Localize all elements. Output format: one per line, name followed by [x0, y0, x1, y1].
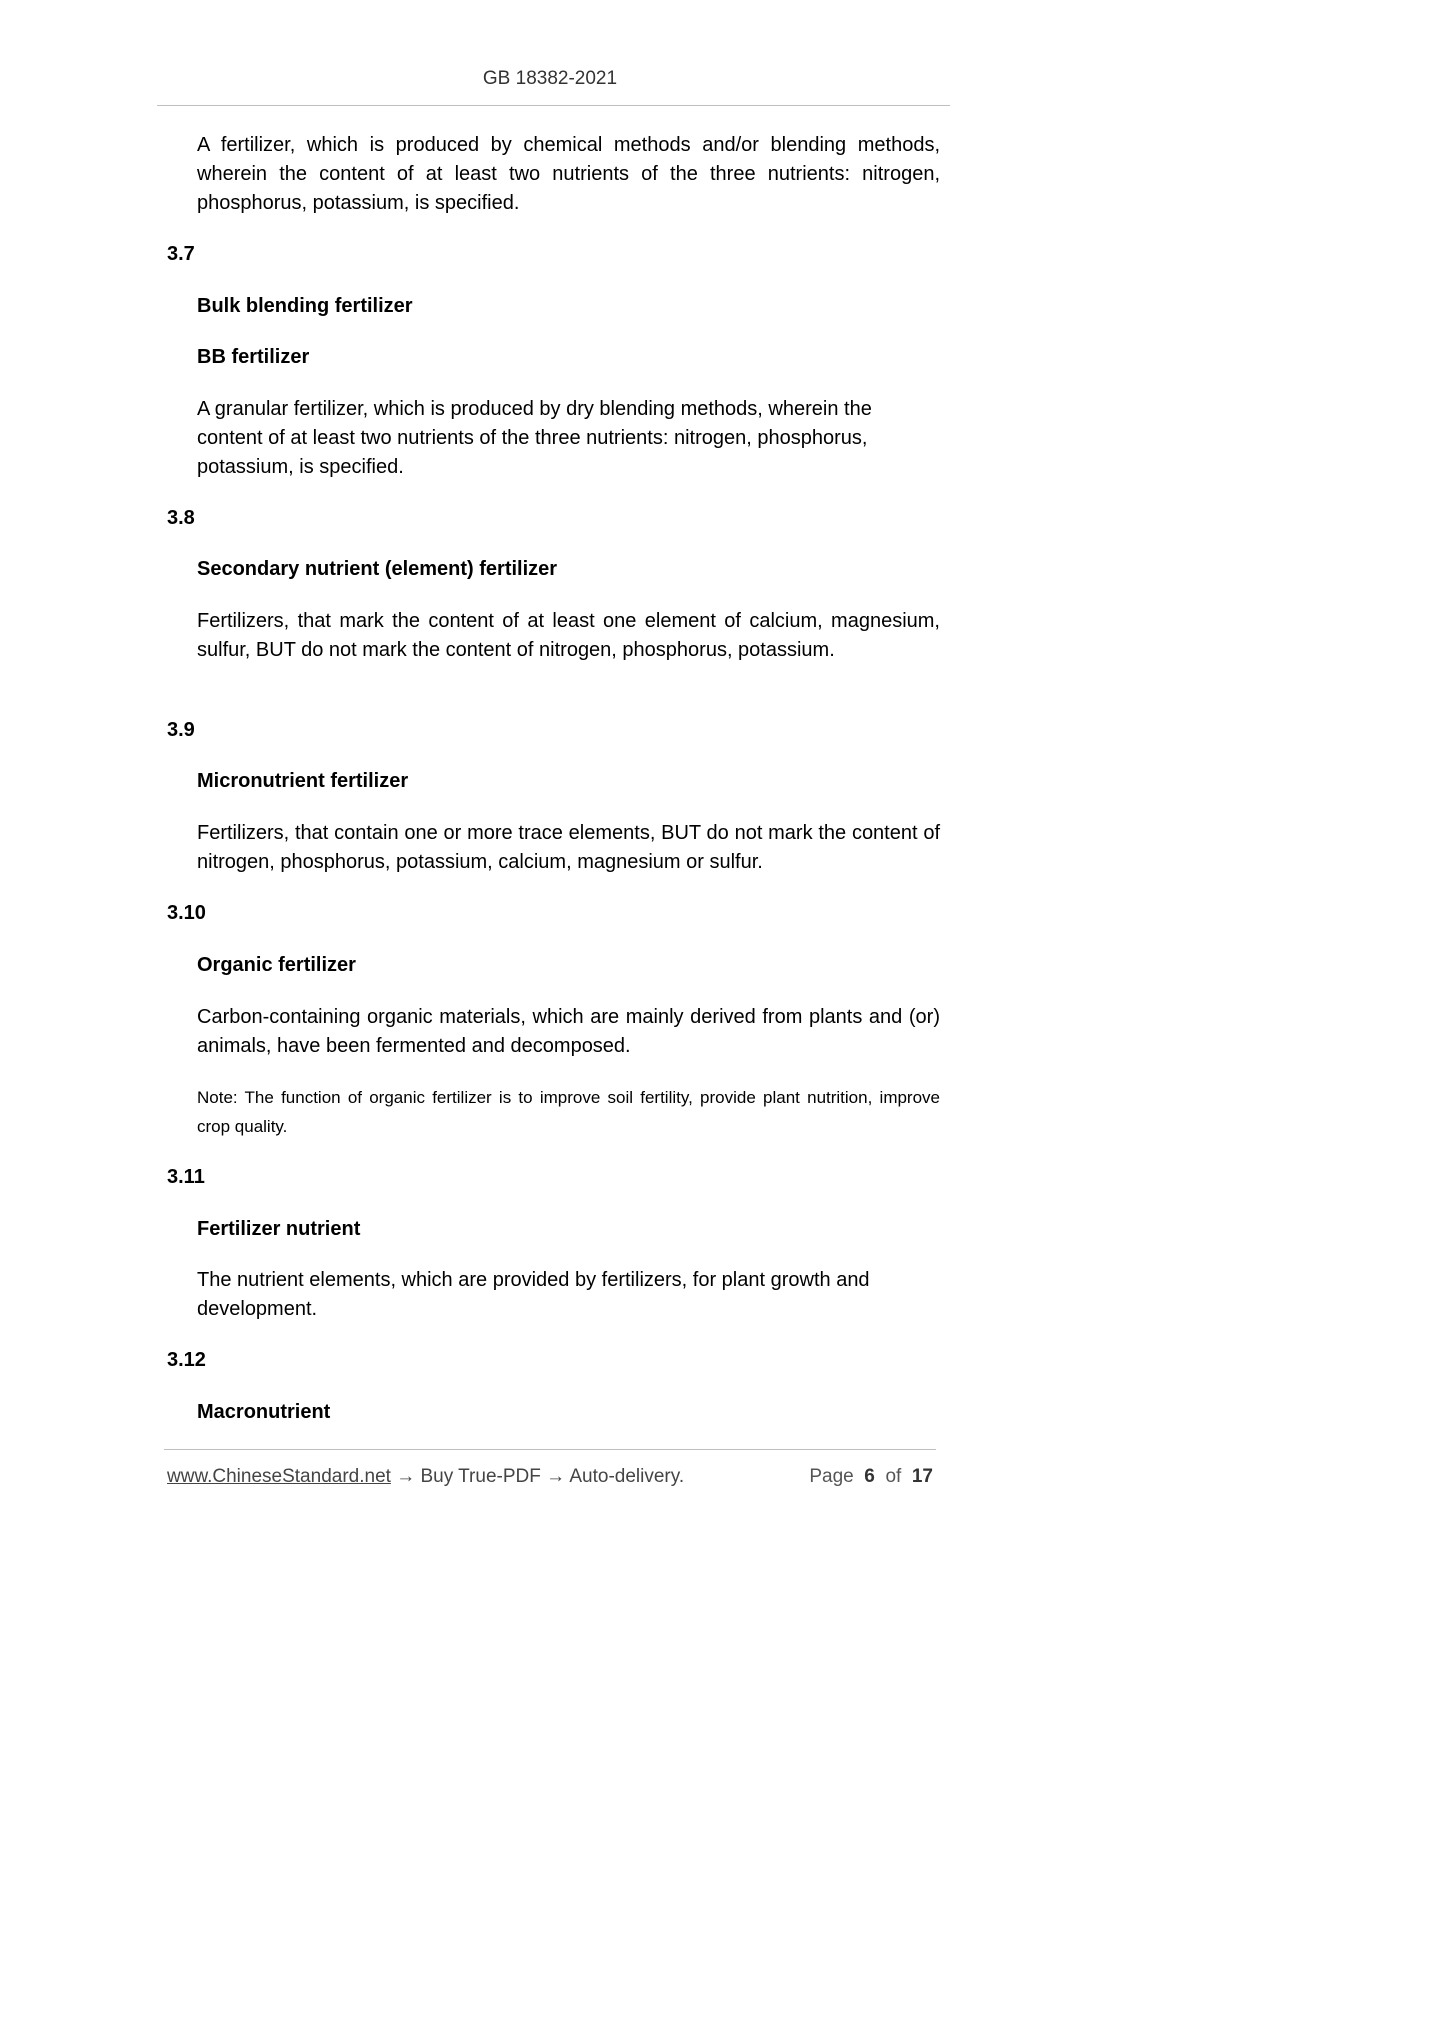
- page-total: 17: [911, 1466, 933, 1487]
- term-macronutrient: Macronutrient: [197, 1401, 331, 1423]
- section-number-3-10: 3.10: [167, 902, 206, 924]
- website-link[interactable]: www.ChineseStandard.net: [167, 1466, 391, 1487]
- term-organic-fertilizer: Organic fertilizer: [197, 954, 356, 976]
- page-current: 6: [864, 1466, 875, 1487]
- section-number-3-11: 3.11: [167, 1166, 205, 1188]
- definition-3-9: Fertilizers, that contain one or more trace elements, BUT do not mark the content of nitrogen, phosphorus, potassium, calcium, magnesium or sulfur.: [197, 822, 940, 873]
- section-number-3-12: 3.12: [167, 1349, 206, 1371]
- header-divider: [157, 105, 950, 106]
- section-number-3-9: 3.9: [167, 719, 195, 741]
- term-fertilizer-nutrient: Fertilizer nutrient: [197, 1218, 361, 1240]
- term-secondary-nutrient-fertilizer: Secondary nutrient (element) fertilizer: [197, 558, 558, 580]
- section-number-3-8: 3.8: [167, 507, 195, 529]
- footer-tagline: → Buy True-PDF → Auto-delivery.: [390, 1466, 685, 1487]
- note-3-10: Note: The function of organic fertilizer is to improve soil fertility, provide plant nutrition, improve crop quality.: [197, 1088, 940, 1136]
- term-micronutrient-fertilizer: Micronutrient fertilizer: [197, 770, 409, 792]
- page-of: of: [885, 1466, 902, 1487]
- definition-3-8: Fertilizers, that mark the content of at least one element of calcium, magnesium, sulfur, BUT do not mark the content of nitrogen, phosphorus, potassium.: [197, 610, 940, 661]
- definition-3-11: The nutrient elements, which are provided by fertilizers, for plant growth and development.: [197, 1269, 870, 1320]
- footer-divider: [164, 1449, 936, 1450]
- section-number-3-7: 3.7: [167, 243, 195, 265]
- running-header: GB 18382-2021: [482, 68, 618, 89]
- definition-3-10: Carbon-containing organic materials, which are mainly derived from plants and (or) animals, have been fermented and decomposed.: [197, 1006, 940, 1057]
- footer-promo: [167, 1464, 684, 1490]
- page-label: Page: [809, 1466, 854, 1487]
- term-bulk-blending-fertilizer: Bulk blending fertilizer: [197, 295, 413, 317]
- intro-paragraph: A fertilizer, which is produced by chemical methods and/or blending methods, wherein the content of at least two nutrients of the three nutrients: nitrogen, phosphorus, potassium, is specified.: [197, 134, 940, 214]
- page-indicator: [809, 1464, 933, 1490]
- definition-3-7: A granular fertilizer, which is produced by dry blending methods, wherein the content of at least two nutrients of the three nutrients: nitrogen, phosphorus, potassium, is specified.: [197, 398, 872, 478]
- term-bb-fertilizer: BB fertilizer: [197, 346, 310, 368]
